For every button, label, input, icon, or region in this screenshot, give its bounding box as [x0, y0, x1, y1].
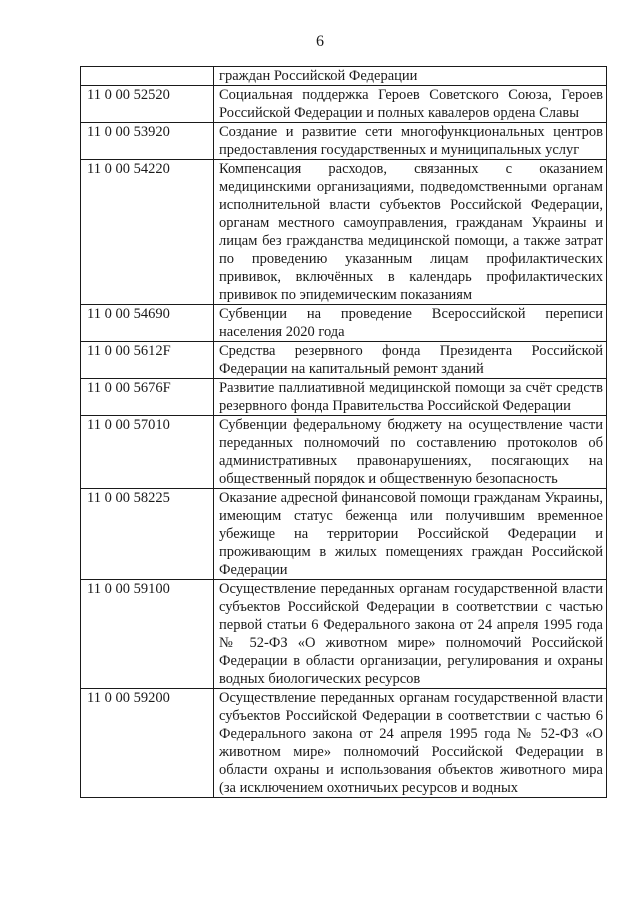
table-row	[81, 689, 607, 798]
budget-codes-table	[80, 66, 607, 798]
description-cell: Осуществление переданных органам государственной власти субъектов Российской Федерации в соответствии с частью первой статьи 6 Федерального закона от 24 апреля 1995 года № 52-ФЗ «О животном мире» полномочий Российской Федерации в области организации, регулирования и охраны водных биологических ресурсов	[214, 580, 607, 689]
code-cell: 11 0 00 5676F	[81, 379, 214, 416]
description-cell: граждан Российской Федерации	[214, 67, 607, 86]
description-cell: Развитие паллиативной медицинской помощи за счёт средств резервного фонда Правительства Российской Федерации	[214, 379, 607, 416]
table-row	[81, 416, 607, 489]
code-cell: 11 0 00 54220	[81, 160, 214, 305]
table-row	[81, 160, 607, 305]
table-row	[81, 379, 607, 416]
description-cell: Осуществление переданных органам государственной власти субъектов Российской Федерации в соответствии с частью 6 Федерального закона от 24 апреля 1995 года № 52-ФЗ «О животном мире» полномочий Российской Федерации в области охраны и использования объектов животного мира (за исключением охотничьих ресурсов и водных	[214, 689, 607, 798]
code-cell: 11 0 00 57010	[81, 416, 214, 489]
description-cell: Средства резервного фонда Президента Российской Федерации на капитальный ремонт зданий	[214, 342, 607, 379]
description-cell: Субвенции федеральному бюджету на осуществление части переданных полномочий по составлению протоколов об административных правонарушениях, посягающих на общественный порядок и общественную безопасность	[214, 416, 607, 489]
description-cell: Социальная поддержка Героев Советского Союза, Героев Российской Федерации и полных кавалеров ордена Славы	[214, 86, 607, 123]
code-cell: 11 0 00 59200	[81, 689, 214, 798]
description-cell: Субвенции на проведение Всероссийской переписи населения 2020 года	[214, 305, 607, 342]
code-cell	[81, 67, 214, 86]
table-row	[81, 123, 607, 160]
table-row	[81, 67, 607, 86]
code-cell: 11 0 00 54690	[81, 305, 214, 342]
table-row	[81, 86, 607, 123]
code-cell: 11 0 00 53920	[81, 123, 214, 160]
code-cell: 11 0 00 52520	[81, 86, 214, 123]
table-row	[81, 489, 607, 580]
code-cell: 11 0 00 58225	[81, 489, 214, 580]
table-row	[81, 342, 607, 379]
table-row	[81, 305, 607, 342]
page-number: 6	[316, 33, 324, 50]
code-cell: 11 0 00 5612F	[81, 342, 214, 379]
table-row	[81, 580, 607, 689]
description-cell: Создание и развитие сети многофункциональных центров предоставления государственных и муниципальных услуг	[214, 123, 607, 160]
description-cell: Компенсация расходов, связанных с оказанием медицинскими организациями, подведомственными органам исполнительной власти субъектов Российской Федерации, органам местного самоуправления, гражданам Украины и лицам без гражданства медицинской помощи, а также затрат по проведению указанным лицам профилактических прививок, включённых в календарь профилактических прививок по эпидемическим показаниям	[214, 160, 607, 305]
description-cell: Оказание адресной финансовой помощи гражданам Украины, имеющим статус беженца или получившим временное убежище на территории Российской Федерации и проживающим в жилых помещениях граждан Российской Федерации	[214, 489, 607, 580]
code-cell: 11 0 00 59100	[81, 580, 214, 689]
